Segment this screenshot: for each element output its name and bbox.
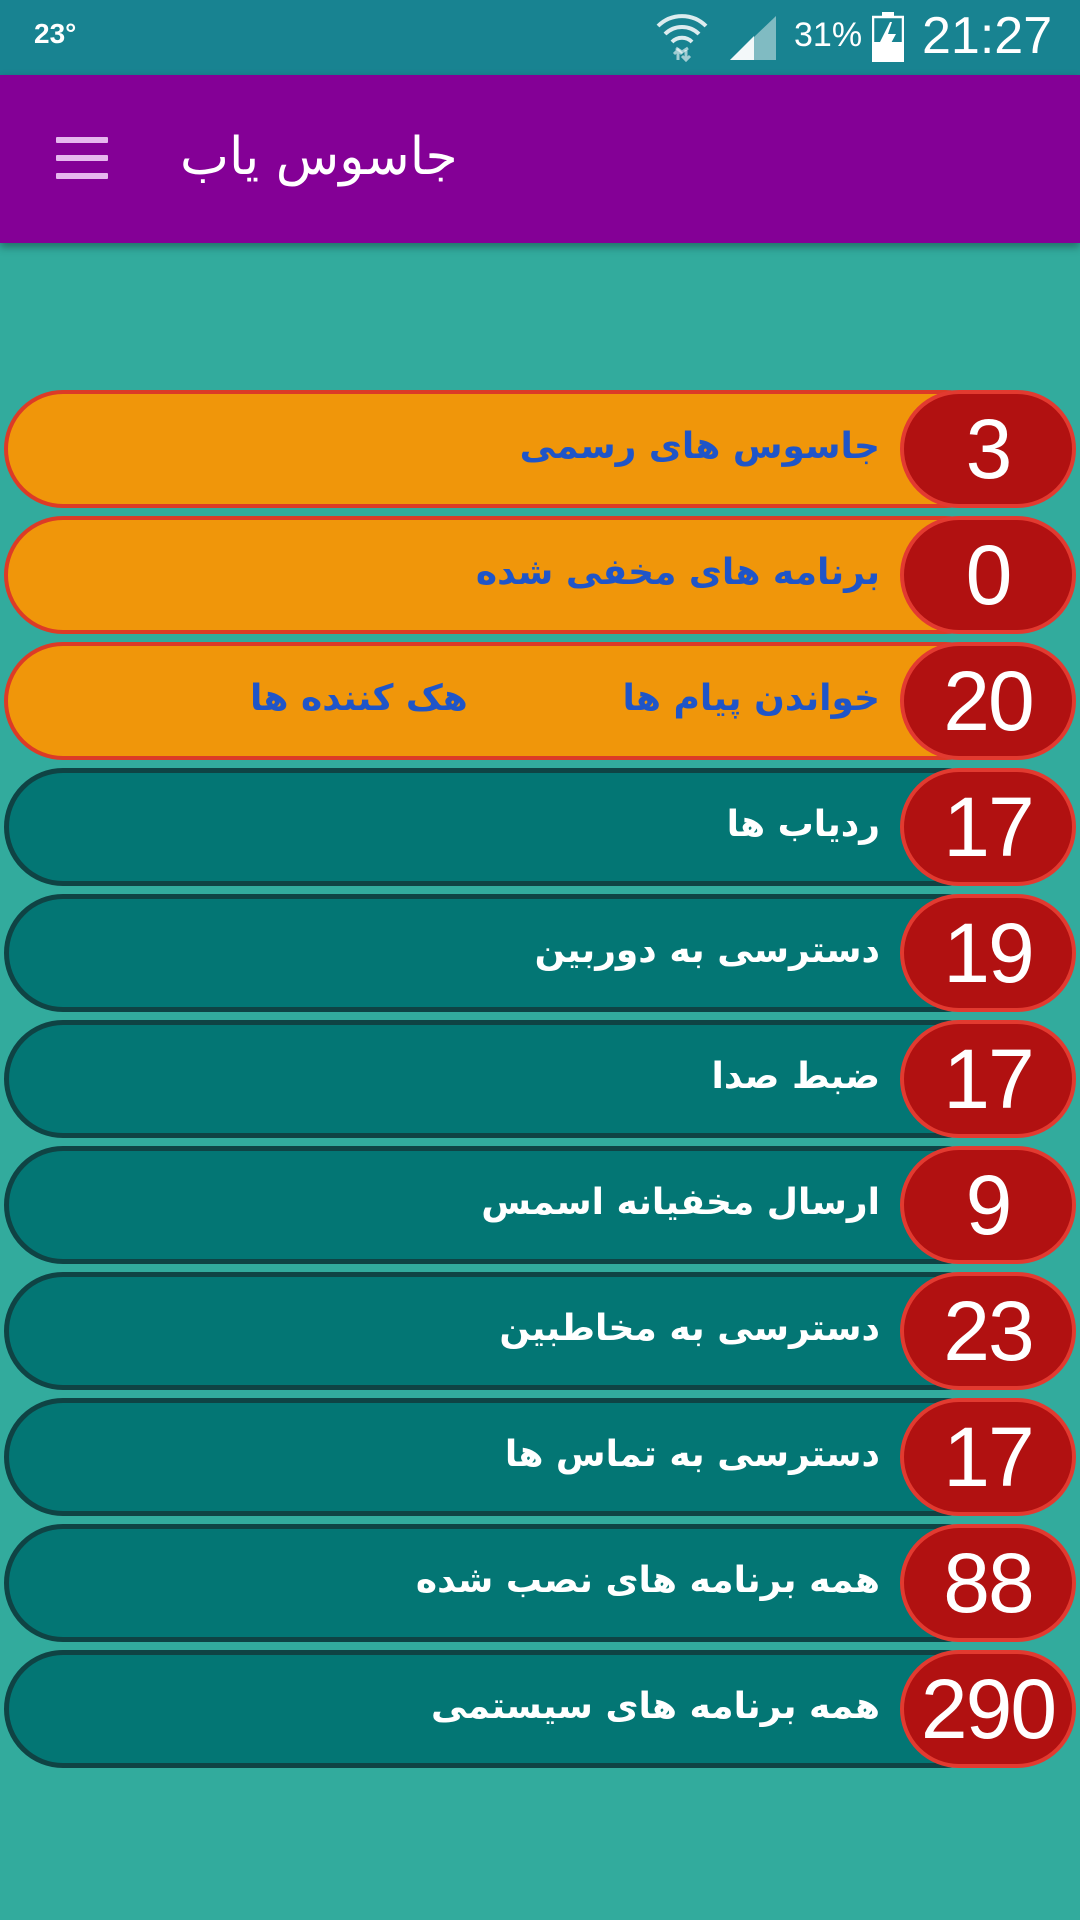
list-item-label: ارسال مخفیانه اسمس bbox=[481, 1182, 880, 1223]
count-badge: 19 bbox=[900, 894, 1076, 1012]
list-item-secondary-label: هک کننده ها bbox=[250, 678, 468, 719]
list-item-secret-sms[interactable] bbox=[4, 1146, 1076, 1264]
temperature-indicator: 23° bbox=[34, 18, 77, 49]
list-item-installed-apps[interactable] bbox=[4, 1524, 1076, 1642]
list-item-label: برنامه های مخفی شده bbox=[475, 552, 880, 593]
list-item-label: ردیاب ها bbox=[726, 804, 880, 845]
battery-percent: 31% bbox=[794, 16, 863, 54]
list-item-trackers[interactable] bbox=[4, 768, 1076, 886]
count-badge: 290 bbox=[900, 1650, 1076, 1768]
list-item-hidden-apps[interactable] bbox=[4, 516, 1076, 634]
battery-charging-icon bbox=[872, 12, 904, 62]
list-item-audio-recording[interactable] bbox=[4, 1020, 1076, 1138]
list-item-official-spies[interactable] bbox=[4, 390, 1076, 508]
count-badge: 23 bbox=[900, 1272, 1076, 1390]
count-badge: 9 bbox=[900, 1146, 1076, 1264]
count-badge: 17 bbox=[900, 1020, 1076, 1138]
count-badge: 88 bbox=[900, 1524, 1076, 1642]
list-item-contacts-access[interactable] bbox=[4, 1272, 1076, 1390]
list-item-label: دسترسی به مخاطبین bbox=[499, 1308, 880, 1349]
status-bar bbox=[0, 0, 1080, 75]
list-item-label: همه برنامه های سیستمی bbox=[430, 1686, 880, 1727]
page-title: جاسوس یاب bbox=[180, 127, 458, 187]
list-item-label: دسترسی به تماس ها bbox=[504, 1434, 880, 1475]
count-badge: 17 bbox=[900, 1398, 1076, 1516]
hamburger-menu-icon[interactable] bbox=[52, 135, 112, 181]
list-item-calls-access[interactable] bbox=[4, 1398, 1076, 1516]
count-badge: 20 bbox=[900, 642, 1076, 760]
list-item-label: جاسوس های رسمی bbox=[519, 426, 880, 467]
list-item-label: دسترسی به دوربین bbox=[534, 930, 880, 971]
list-item-camera-access[interactable] bbox=[4, 894, 1076, 1012]
count-badge: 3 bbox=[900, 390, 1076, 508]
app-bar bbox=[0, 75, 1080, 243]
list-item-label: ضبط صدا bbox=[711, 1056, 880, 1097]
count-badge: 17 bbox=[900, 768, 1076, 886]
cell-signal-icon bbox=[728, 14, 780, 60]
list-item-label: همه برنامه های نصب شده bbox=[415, 1560, 880, 1601]
list-item-system-apps[interactable] bbox=[4, 1650, 1076, 1768]
count-badge: 0 bbox=[900, 516, 1076, 634]
wifi-icon bbox=[654, 10, 710, 62]
list-item-label: خواندن پیام ها bbox=[622, 678, 880, 719]
list-item-read-messages[interactable] bbox=[4, 642, 1076, 760]
clock: 21:27 bbox=[922, 7, 1053, 65]
